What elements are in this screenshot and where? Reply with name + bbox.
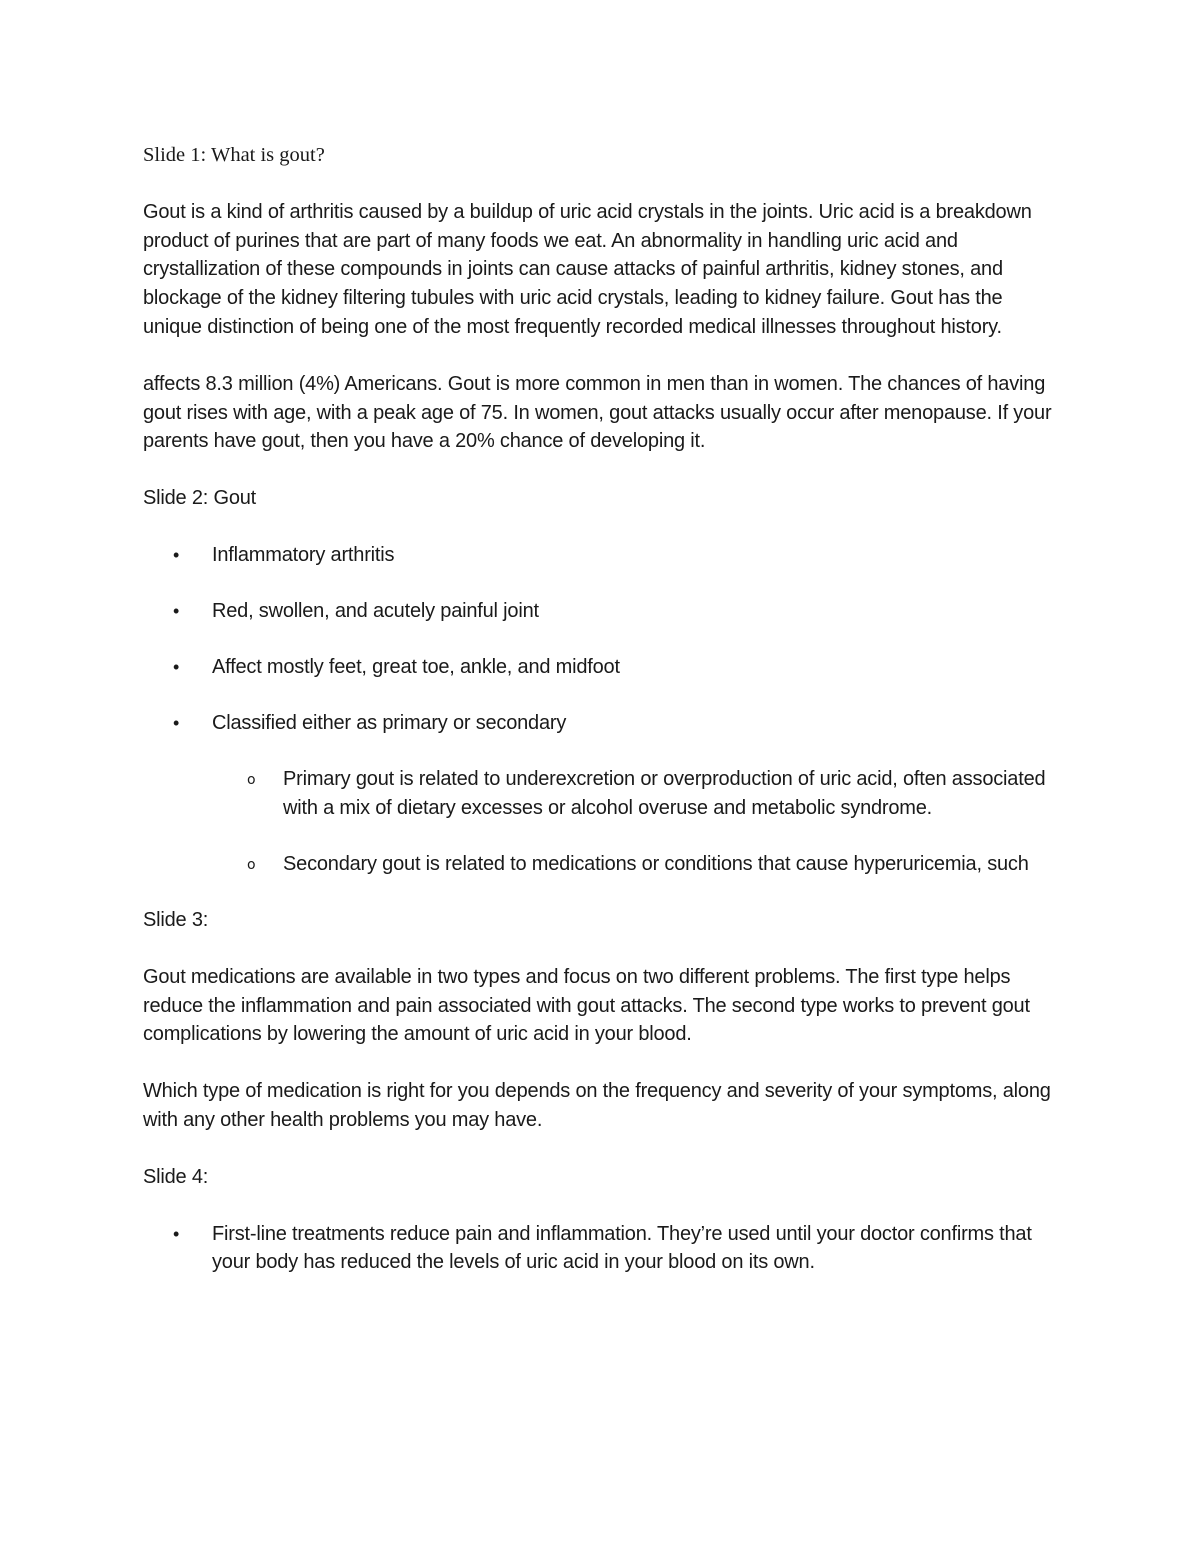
slide4-bullet-list [143, 1220, 1063, 1278]
slide2-sub-bullet-list [212, 765, 1063, 879]
list-item-text: First-line treatments reduce pain and inflammation. They’re used until your doctor confirms that your body has reduced the levels of uric acid in your blood on its own. [212, 1222, 1032, 1274]
list-item [143, 541, 1063, 570]
hollow-bullet-icon: o [247, 856, 256, 873]
bullet-icon: • [173, 544, 180, 565]
slide2-title: Slide 2: Gout [143, 487, 257, 510]
document-body [143, 141, 1063, 1305]
list-item-text: Affect mostly feet, great toe, ankle, and midfoot [212, 656, 620, 679]
bullet-icon: • [173, 657, 180, 678]
slide3-title: Slide 3: [143, 909, 209, 932]
list-item [143, 709, 1063, 878]
list-item [143, 653, 1063, 682]
bullet-icon: • [173, 713, 180, 734]
slide1-paragraph-2: affects 8.3 million (4%) Americans. Gout is more common in men than in women. The chances of having gout rises with age, with a peak age of 75. In women, gout attacks usually occur after menopause. If your parents have gout, then you have a 20% chance of developing it. [143, 372, 1052, 453]
slide1-title: Slide 1: What is gout? [143, 144, 325, 166]
list-item-text: Red, swollen, and acutely painful joint [212, 600, 539, 623]
sub-list-item [212, 850, 1063, 879]
slide4-title: Slide 4: [143, 1165, 209, 1188]
sub-list-item-text: Primary gout is related to underexcretion or overproduction of uric acid, often associated with a mix of dietary excesses or alcohol overuse and metabolic syndrome. [283, 768, 1046, 819]
slide1-paragraph-1: Gout is a kind of arthritis caused by a buildup of uric acid crystals in the joints. Uric acid is a breakdown product of purines that are part of many foods we eat. An abnormality in handling uric acid and crystallization of these compounds in joints can cause attacks of painful arthritis, kidney stones, and blockage of the kidney filtering tubules with uric acid crystals, leading to kidney failure. Gout has the unique distinction of being one of the most frequently recorded medical illnesses throughout history. [143, 200, 1032, 338]
slide2-bullet-list [143, 541, 1063, 879]
list-item-text: Classified either as primary or secondary [212, 712, 567, 735]
bullet-icon: • [173, 1223, 180, 1244]
bullet-icon: • [173, 601, 180, 622]
list-item [143, 597, 1063, 626]
slide3-paragraph-2: Which type of medication is right for you depends on the frequency and severity of your symptoms, along with any other health problems you may have. [143, 1080, 1051, 1132]
list-item [143, 1220, 1063, 1278]
hollow-bullet-icon: o [247, 772, 256, 789]
list-item-text: Inflammatory arthritis [212, 543, 395, 566]
sub-list-item [212, 765, 1063, 823]
sub-list-item-text: Secondary gout is related to medications or conditions that cause hyperuricemia, such [283, 852, 1029, 875]
slide3-paragraph-1: Gout medications are available in two types and focus on two different problems. The first type helps reduce the inflammation and pain associated with gout attacks. The second type works to prevent gout complications by lowering the amount of uric acid in your blood. [143, 965, 1030, 1046]
